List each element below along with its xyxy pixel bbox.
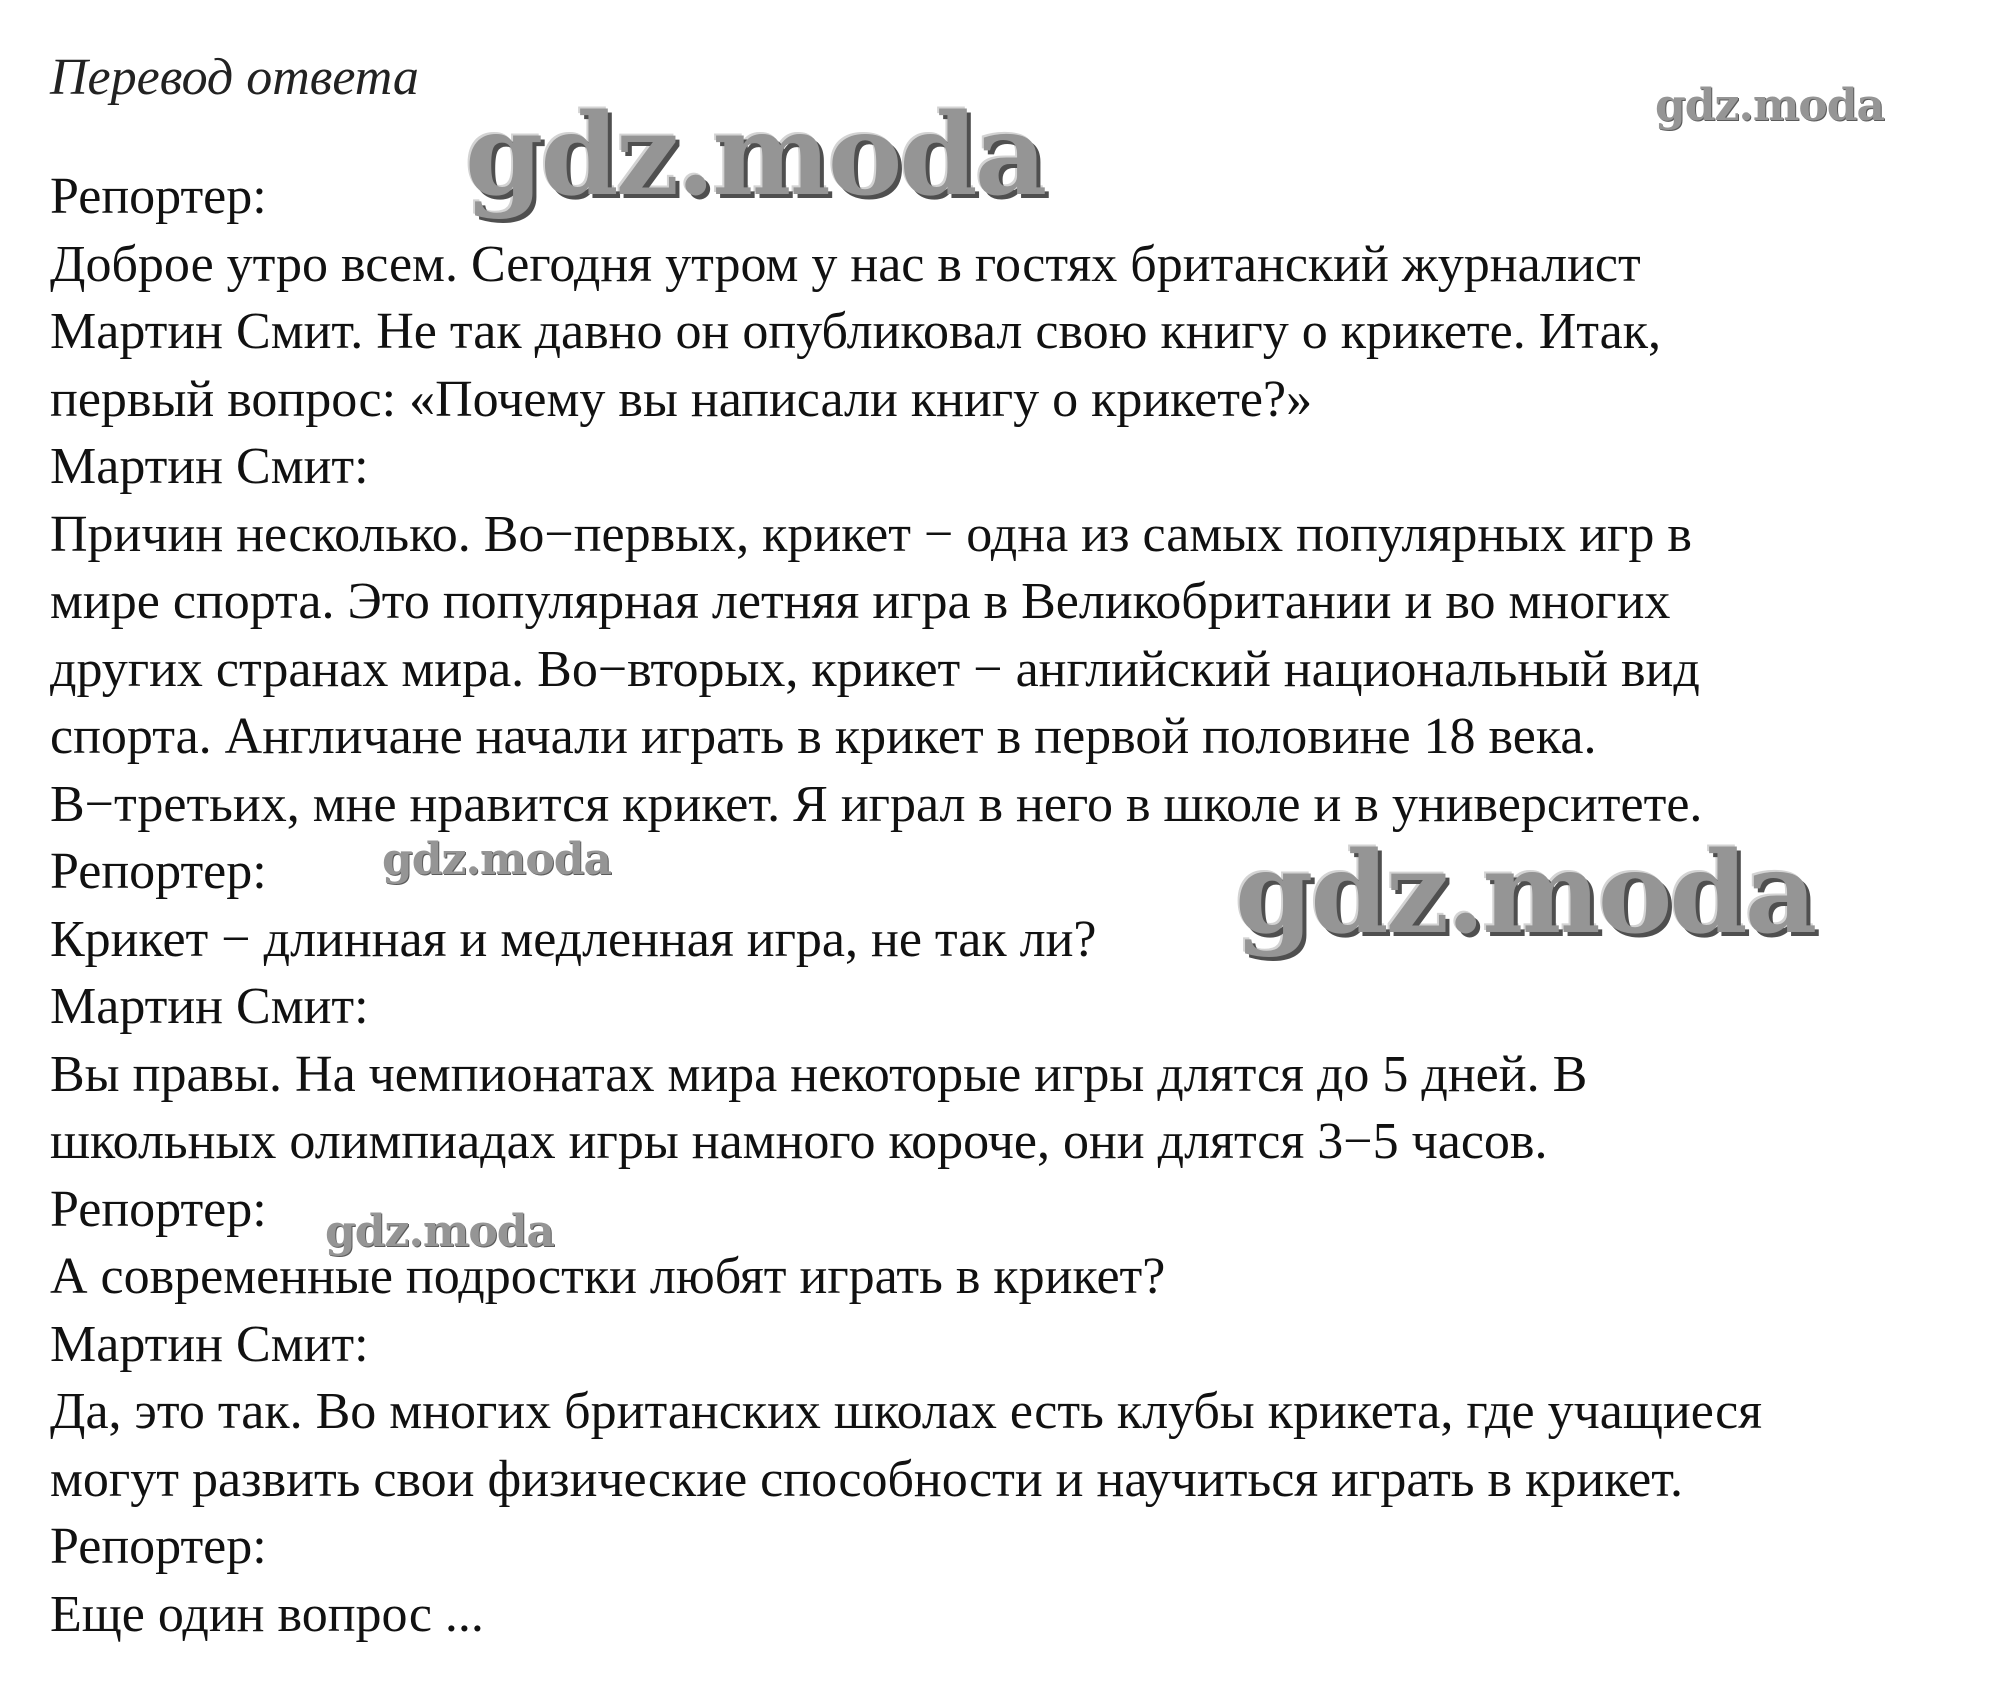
dialogue-line: спорта. Англичане начали играть в крикет в первой половине 18 века.	[50, 708, 1597, 765]
watermark-logo: gdz.moda	[1655, 80, 1885, 131]
dialogue-line: Еще один вопрос ...	[50, 1585, 484, 1643]
watermark-logo: gdz.moda	[465, 90, 1045, 221]
watermark-logo: gdz.moda	[1235, 828, 1815, 959]
speaker-label: Репортер:	[50, 168, 267, 225]
dialogue-line: Да, это так. Во многих британских школах есть клубы крикета, где учащиеся	[50, 1383, 1763, 1440]
dialogue-line: первый вопрос: «Почему вы написали книгу о крикете?»	[50, 370, 1313, 428]
speaker-label: Мартин Смит:	[50, 1315, 369, 1373]
watermark-logo: gdz.moda	[382, 834, 612, 885]
dialogue-line: Мартин Смит. Не так давно он опубликовал свою книгу о крикете. Итак,	[50, 303, 1661, 360]
dialogue-line: Причин несколько. Во−первых, крикет − одна из самых популярных игр в	[50, 505, 1692, 563]
speaker-label: Мартин Смит:	[50, 438, 369, 495]
dialogue-line: Вы правы. На чемпионатах мира некоторые игры длятся до 5 дней. В	[50, 1045, 1588, 1103]
dialogue-line: Крикет − длинная и медленная игра, не так ли?	[50, 910, 1097, 968]
dialogue-line: А современные подростки любят играть в крикет?	[50, 1248, 1166, 1305]
speaker-label: Мартин Смит:	[50, 978, 369, 1035]
translation-heading: Перевод ответа	[50, 49, 419, 106]
dialogue-line: Доброе утро всем. Сегодня утром у нас в гостях британский журналист	[50, 235, 1641, 293]
speaker-label: Репортер:	[50, 843, 267, 900]
speaker-label: Репортер:	[50, 1180, 267, 1238]
speaker-label: Репортер:	[50, 1518, 267, 1575]
dialogue-line: В−третьих, мне нравится крикет. Я играл в него в школе и в университете.	[50, 775, 1703, 833]
dialogue-line: мире спорта. Это популярная летняя игра в Великобритании и во многих	[50, 573, 1671, 630]
dialogue-line: других странах мира. Во−вторых, крикет − английский национальный вид	[50, 640, 1700, 698]
dialogue-line: школьных олимпиадах игры намного короче, они длятся 3−5 часов.	[50, 1113, 1548, 1170]
watermark-logo: gdz.moda	[325, 1206, 555, 1257]
dialogue-line: могут развить свои физические способности и научиться играть в крикет.	[50, 1450, 1684, 1508]
